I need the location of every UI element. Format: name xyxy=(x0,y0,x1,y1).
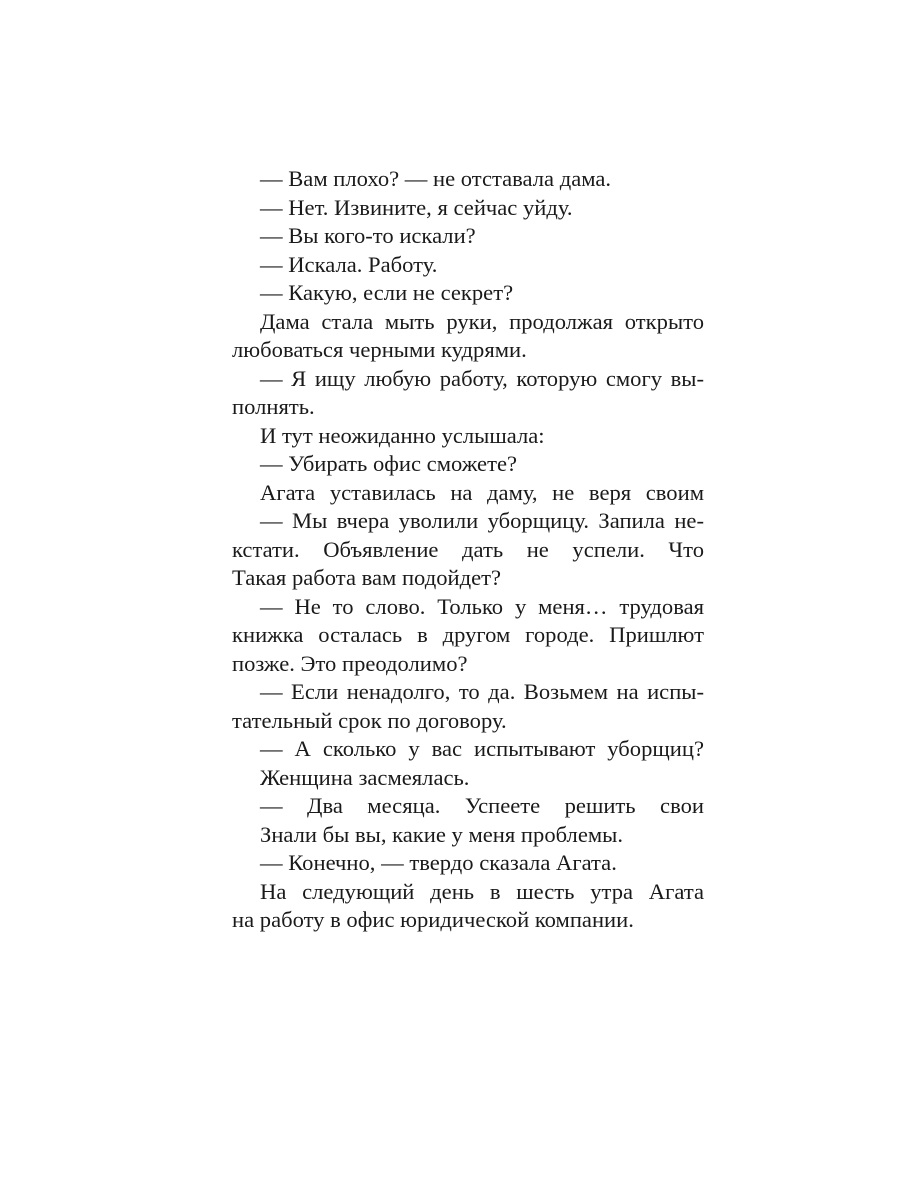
text-line: — Я ищу любую работу, которую смогу вы- xyxy=(260,365,704,391)
text-line: — Вы кого-то искали? xyxy=(260,223,476,248)
text-line: любоваться черными кудрями. xyxy=(232,337,527,362)
text-line: Знали бы вы, какие у меня проблемы. xyxy=(260,821,623,847)
text-line: книжка осталась в другом городе. Пришлют xyxy=(232,622,704,647)
text-line: — А сколько у вас испытывают уборщиц? xyxy=(260,736,704,761)
text-line: Женщина засмеялась. xyxy=(260,764,470,790)
text-line: Такая работа вам подойдет? xyxy=(232,565,502,590)
text-line: Дама стала мыть руки, продолжая открыто xyxy=(260,308,704,334)
text-line: позже. Это преодолимо? xyxy=(232,650,468,676)
text-line: — Убирать офис сможете? xyxy=(260,451,518,476)
text-line: — Какую, если не секрет? xyxy=(260,280,514,305)
text-line: на работу в офис юридической компании. xyxy=(232,907,634,932)
page-text-block xyxy=(232,165,704,935)
text-line: кстати. Объявление дать не успели. Что xyxy=(232,536,704,562)
text-line: тательный срок по договору. xyxy=(232,707,507,733)
text-line: — Мы вчера уволили уборщицу. Запила не- xyxy=(260,508,704,533)
text-line: На следующий день в шесть утра Агата xyxy=(260,878,704,904)
text-line: Агата уставилась на даму, не веря своим xyxy=(260,479,704,505)
text-line: — Искала. Работу. xyxy=(260,251,438,277)
text-line: — Два месяца. Успеете решить свои xyxy=(260,793,704,818)
text-line: — Если ненадолго, то да. Возьмем на испы- xyxy=(260,679,704,704)
text-line: — Конечно, — твердо сказала Агата. xyxy=(260,850,617,875)
text-line: полнять. xyxy=(232,394,315,419)
text-line: — Вам плохо? — не отставала дама. xyxy=(260,166,612,191)
text-line: — Нет. Извините, я сейчас уйду. xyxy=(260,194,573,220)
text-line: — Не то слово. Только у меня… трудовая xyxy=(260,593,704,619)
text-line: И тут неожиданно услышала: xyxy=(260,422,545,448)
